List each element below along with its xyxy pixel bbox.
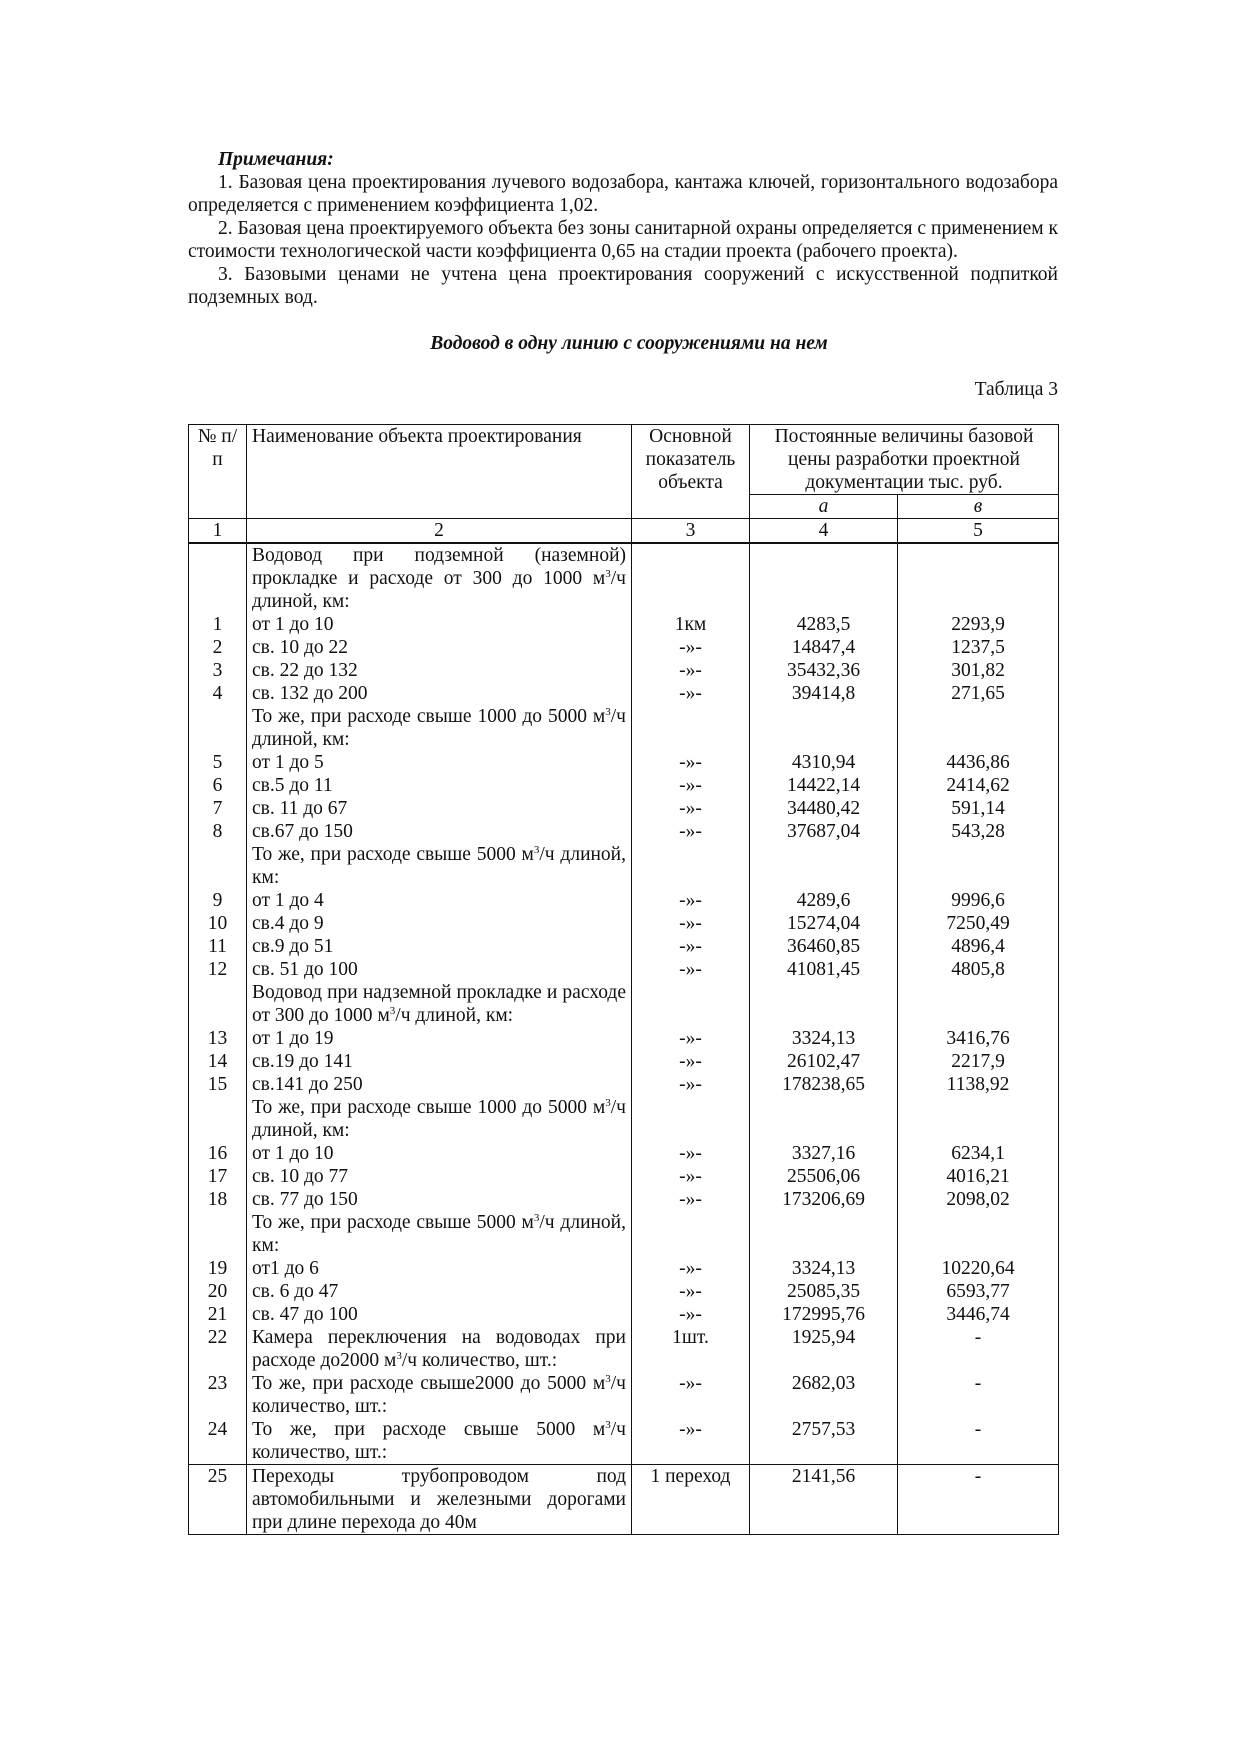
row-indicator: 1км (632, 613, 750, 636)
row-number (189, 1096, 247, 1142)
row-number (189, 1211, 247, 1257)
column-number: 1 (189, 519, 247, 544)
row-value-b: - (898, 1465, 1059, 1535)
row-indicator: -»- (632, 912, 750, 935)
row-value-b: 4436,86 (898, 751, 1059, 774)
row-value-a: 25085,35 (750, 1280, 898, 1303)
row-value-a: 172995,76 (750, 1303, 898, 1326)
row-indicator: -»- (632, 958, 750, 981)
row-indicator: -»- (632, 935, 750, 958)
table-row (189, 1465, 1059, 1535)
row-value-b: 4896,4 (898, 935, 1059, 958)
row-value-a: 3324,13 (750, 1257, 898, 1280)
row-number: 2 (189, 636, 247, 659)
table-label: Таблица 3 (974, 379, 1058, 400)
row-value-a: 37687,04 (750, 820, 898, 843)
column-number: 4 (750, 519, 898, 544)
row-value-b: 4805,8 (898, 958, 1059, 981)
row-value-b (898, 843, 1059, 889)
table-row (189, 774, 1059, 797)
header-indicator: Основной показатель объекта (632, 425, 750, 519)
table-row (189, 659, 1059, 682)
row-value-b: 3446,74 (898, 1303, 1059, 1326)
row-indicator: -»- (632, 1372, 750, 1418)
row-value-b: 3416,76 (898, 1027, 1059, 1050)
row-value-a: 3324,13 (750, 1027, 898, 1050)
row-number (189, 543, 247, 613)
section-title: Водовод в одну линию с сооружениями на нем (430, 333, 828, 354)
row-value-b: - (898, 1372, 1059, 1418)
row-value-b: 6234,1 (898, 1142, 1059, 1165)
row-number (189, 843, 247, 889)
row-value-b (898, 981, 1059, 1027)
row-number: 11 (189, 935, 247, 958)
row-indicator: -»- (632, 797, 750, 820)
row-value-a: 4310,94 (750, 751, 898, 774)
row-number: 10 (189, 912, 247, 935)
row-name: св. 6 до 47 (247, 1280, 632, 1303)
row-name: Водовод при подземной (наземной) прокладке и расходе от 300 до 1000 $м^3/ч$ длиной, км: (247, 543, 632, 613)
column-number: 3 (632, 519, 750, 544)
row-indicator: -»- (632, 1280, 750, 1303)
notes-title: Примечания: (218, 149, 334, 170)
row-number: 5 (189, 751, 247, 774)
header-name: Наименование объекта проектирования (247, 425, 632, 519)
table-row (189, 889, 1059, 912)
row-indicator: -»- (632, 774, 750, 797)
row-number: 20 (189, 1280, 247, 1303)
table-row (189, 751, 1059, 774)
row-number: 3 (189, 659, 247, 682)
row-name: от1 до 6 (247, 1257, 632, 1280)
row-number: 16 (189, 1142, 247, 1165)
row-name: св. 47 до 100 (247, 1303, 632, 1326)
row-name: То же, при расходе свыше 1000 до 5000 $м^3/ч$ длиной, км: (247, 1096, 632, 1142)
row-number: 6 (189, 774, 247, 797)
table-row (189, 1211, 1059, 1257)
row-number: 4 (189, 682, 247, 705)
row-value-b (898, 705, 1059, 751)
row-value-a (750, 1211, 898, 1257)
table-header-row (189, 425, 1059, 495)
row-name: св.4 до 9 (247, 912, 632, 935)
row-value-a: 1925,94 (750, 1326, 898, 1372)
row-name: св.5 до 11 (247, 774, 632, 797)
row-name: То же, при расходе свыше2000 до 5000 $м^3/ч$ количество, шт.: (247, 1372, 632, 1418)
row-number: 25 (189, 1465, 247, 1535)
row-name: от 1 до 19 (247, 1027, 632, 1050)
row-value-b: 2293,9 (898, 613, 1059, 636)
row-value-b: 271,65 (898, 682, 1059, 705)
row-name: св. 22 до 132 (247, 659, 632, 682)
row-value-a: 173206,69 (750, 1188, 898, 1211)
column-number: 2 (247, 519, 632, 544)
header-a: а (750, 495, 898, 519)
note-1: 1. Базовая цена проектирования лучевого водозабора, кантажа ключей, горизонтального водозабора определяется с применением коэффициента 1,02. (188, 172, 1058, 216)
row-name: от 1 до 10 (247, 1142, 632, 1165)
table-row (189, 1303, 1059, 1326)
table-row (189, 543, 1059, 613)
row-value-b: 1138,92 (898, 1073, 1059, 1096)
table-row (189, 1372, 1059, 1418)
row-value-b (898, 1096, 1059, 1142)
table-row (189, 820, 1059, 843)
row-number: 24 (189, 1418, 247, 1465)
row-name: св.19 до 141 (247, 1050, 632, 1073)
table-row (189, 1073, 1059, 1096)
row-name: св. 77 до 150 (247, 1188, 632, 1211)
row-name: То же, при расходе свыше 5000 $м^3/ч$ количество, шт.: (247, 1418, 632, 1465)
row-indicator (632, 1211, 750, 1257)
header-num: № п/п (189, 425, 247, 519)
table-row (189, 613, 1059, 636)
row-value-a (750, 981, 898, 1027)
row-indicator: -»- (632, 1303, 750, 1326)
row-value-a (750, 543, 898, 613)
row-number: 13 (189, 1027, 247, 1050)
row-value-a (750, 843, 898, 889)
table-row (189, 1096, 1059, 1142)
row-name: Переходы трубопроводом под автомобильными и железными дорогами при длине перехода до 40м (247, 1465, 632, 1535)
row-number: 14 (189, 1050, 247, 1073)
row-number: 18 (189, 1188, 247, 1211)
row-value-b: - (898, 1326, 1059, 1372)
row-value-a: 14847,4 (750, 636, 898, 659)
row-value-a: 35432,36 (750, 659, 898, 682)
row-value-b: 6593,77 (898, 1280, 1059, 1303)
row-name: св. 10 до 77 (247, 1165, 632, 1188)
row-name: от 1 до 10 (247, 613, 632, 636)
table-row (189, 935, 1059, 958)
table-row (189, 1326, 1059, 1372)
row-name: св. 11 до 67 (247, 797, 632, 820)
row-indicator: -»- (632, 682, 750, 705)
row-name: св. 10 до 22 (247, 636, 632, 659)
row-indicator: -»- (632, 1165, 750, 1188)
row-value-b: 2414,62 (898, 774, 1059, 797)
row-number: 22 (189, 1326, 247, 1372)
row-value-b: 543,28 (898, 820, 1059, 843)
row-value-a: 4283,5 (750, 613, 898, 636)
row-value-a: 36460,85 (750, 935, 898, 958)
row-value-b: 301,82 (898, 659, 1059, 682)
row-value-a: 14422,14 (750, 774, 898, 797)
row-indicator (632, 705, 750, 751)
table-row (189, 636, 1059, 659)
row-name: св.141 до 250 (247, 1073, 632, 1096)
row-value-a: 39414,8 (750, 682, 898, 705)
row-name: св.9 до 51 (247, 935, 632, 958)
row-value-b (898, 543, 1059, 613)
row-value-b: 10220,64 (898, 1257, 1059, 1280)
row-indicator: -»- (632, 820, 750, 843)
row-indicator: 1 переход (632, 1465, 750, 1535)
row-number: 23 (189, 1372, 247, 1418)
row-name: То же, при расходе свыше 5000 $м^3/ч$ длиной, км: (247, 1211, 632, 1257)
row-name: Водовод при надземной прокладке и расходе от 300 до 1000 $м^3/ч$ длиной, км: (247, 981, 632, 1027)
row-indicator: -»- (632, 1142, 750, 1165)
note-2: 2. Базовая цена проектируемого объекта без зоны санитарной охраны определяется с применением к стоимости технологической части коэффициента 0,65 на стадии проекта (рабочего проекта). (188, 218, 1058, 262)
column-number: 5 (898, 519, 1059, 544)
row-indicator: -»- (632, 751, 750, 774)
row-value-a: 2682,03 (750, 1372, 898, 1418)
price-table (188, 424, 1059, 1535)
row-indicator: -»- (632, 1050, 750, 1073)
row-name: То же, при расходе свыше 1000 до 5000 $м^3/ч$ длиной, км: (247, 705, 632, 751)
row-number: 17 (189, 1165, 247, 1188)
table-row (189, 682, 1059, 705)
table-row (189, 958, 1059, 981)
table-row (189, 843, 1059, 889)
row-indicator: -»- (632, 1073, 750, 1096)
row-number: 19 (189, 1257, 247, 1280)
row-name: св.67 до 150 (247, 820, 632, 843)
row-value-a: 34480,42 (750, 797, 898, 820)
row-value-a: 26102,47 (750, 1050, 898, 1073)
row-value-b: 9996,6 (898, 889, 1059, 912)
table-row (189, 912, 1059, 935)
row-number: 12 (189, 958, 247, 981)
row-number (189, 705, 247, 751)
row-indicator: -»- (632, 1188, 750, 1211)
row-indicator: -»- (632, 1418, 750, 1465)
row-value-b: 2217,9 (898, 1050, 1059, 1073)
note-3: 3. Базовыми ценами не учтена цена проектирования сооружений с искусственной подпиткой подземных вод. (188, 264, 1058, 308)
row-value-a: 3327,16 (750, 1142, 898, 1165)
table-row (189, 1142, 1059, 1165)
row-number: 21 (189, 1303, 247, 1326)
row-indicator (632, 1096, 750, 1142)
row-number: 7 (189, 797, 247, 820)
row-value-a: 178238,65 (750, 1073, 898, 1096)
row-value-a: 15274,04 (750, 912, 898, 935)
row-value-a: 4289,6 (750, 889, 898, 912)
row-number: 9 (189, 889, 247, 912)
column-number-row (189, 519, 1059, 544)
row-name: от 1 до 5 (247, 751, 632, 774)
table-row (189, 797, 1059, 820)
row-name: от 1 до 4 (247, 889, 632, 912)
row-value-b: 4016,21 (898, 1165, 1059, 1188)
row-value-a (750, 1096, 898, 1142)
row-value-b: 1237,5 (898, 636, 1059, 659)
row-value-a: 2141,56 (750, 1465, 898, 1535)
row-value-b (898, 1211, 1059, 1257)
row-indicator (632, 543, 750, 613)
table-row (189, 981, 1059, 1027)
table-row (189, 1165, 1059, 1188)
header-b: в (898, 495, 1059, 519)
table-row (189, 1280, 1059, 1303)
table-row (189, 1257, 1059, 1280)
row-value-b: 2098,02 (898, 1188, 1059, 1211)
row-number: 15 (189, 1073, 247, 1096)
table-row (189, 705, 1059, 751)
row-name: То же, при расходе свыше 5000 $м^3/ч$ длиной, км: (247, 843, 632, 889)
row-name: Камера переключения на водоводах при расходе до2000 $м^3/ч$ количество, шт.: (247, 1326, 632, 1372)
row-value-a: 25506,06 (750, 1165, 898, 1188)
table-row (189, 1050, 1059, 1073)
row-name: св. 51 до 100 (247, 958, 632, 981)
row-indicator (632, 981, 750, 1027)
table-row (189, 1418, 1059, 1465)
row-indicator: -»- (632, 1257, 750, 1280)
row-number (189, 981, 247, 1027)
row-indicator: -»- (632, 1027, 750, 1050)
row-number: 8 (189, 820, 247, 843)
row-value-b: 7250,49 (898, 912, 1059, 935)
row-value-a (750, 705, 898, 751)
row-indicator (632, 843, 750, 889)
row-value-b: - (898, 1418, 1059, 1465)
table-row (189, 1188, 1059, 1211)
row-name: св. 132 до 200 (247, 682, 632, 705)
row-value-b: 591,14 (898, 797, 1059, 820)
header-constants: Постоянные величины базовой цены разработки проектной документации тыс. руб. (750, 425, 1059, 495)
row-value-a: 2757,53 (750, 1418, 898, 1465)
document-page (188, 148, 1058, 1535)
row-indicator: 1шт. (632, 1326, 750, 1372)
row-indicator: -»- (632, 636, 750, 659)
row-number: 1 (189, 613, 247, 636)
row-indicator: -»- (632, 659, 750, 682)
row-indicator: -»- (632, 889, 750, 912)
row-value-a: 41081,45 (750, 958, 898, 981)
table-row (189, 1027, 1059, 1050)
